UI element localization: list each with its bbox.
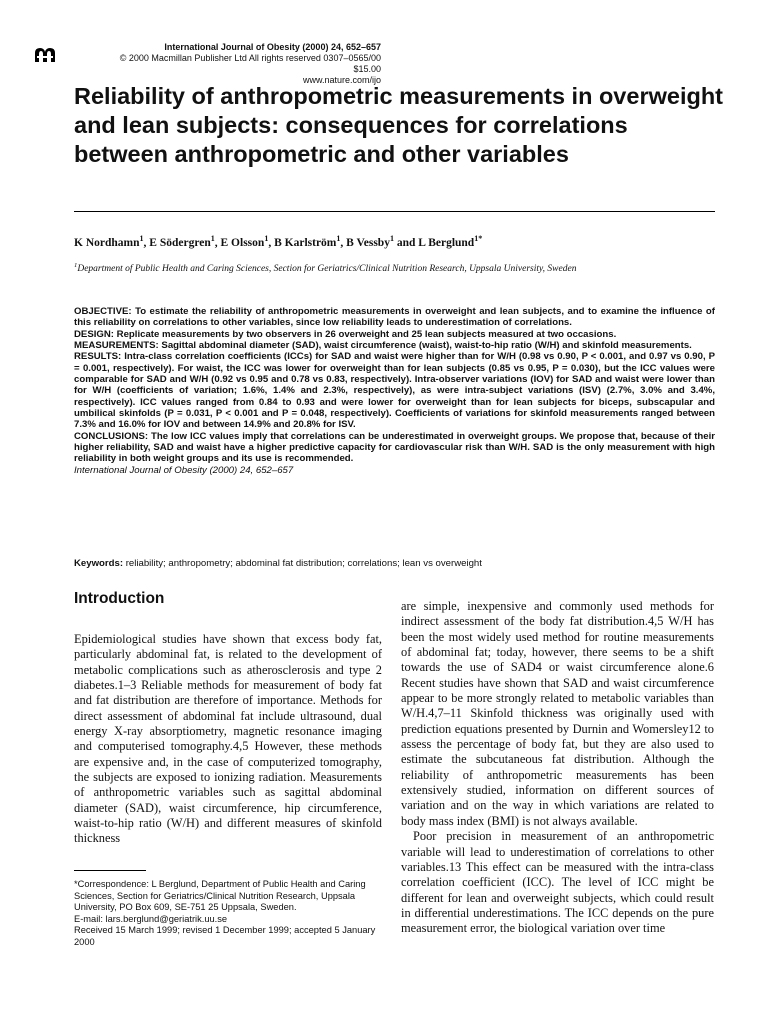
body-column-right [401,599,714,937]
author-list [74,234,715,249]
author-name: B Vessby [346,237,390,249]
journal-name: International Journal of Obesity (2000) 24, 652–657 [164,42,381,52]
abstract-results: RESULTS: Intra-class correlation coefficients (ICCs) for SAD and waist were higher than for W/H (0.98 vs 0.90, P < 0.001, and 0.97 vs 0.90, P = 0.001, respectively). For waist, the ICC was lower for overweight than for lean subjects (0.85 vs 0.95, P = 0.030), but the ICC values were comparable for SAD and W/H (0.92 vs 0.95 and 0.78 vs 0.83, respectively). Intra-observer variations (IOV) for SAD and waist were lower than for W/H (coefficients of variation; 1.6%, 1.4% and 2.3%, respectively), as were intra-subject variations (ISV) (2.7%, 3.0% and 3.4%, respectively). ICC values ranged from 0.84 to 0.93 and were lower for overweight than for lean subjects for biceps, subscapular and umbilical skinfolds (P = 0.031, P < 0.001 and P = 0.048, respectively). Coefficients of variations for skinfold measurements ranged between 7.3% and 16.0% for IOV and between 14.9% and 20.8% for ISV. [74,351,715,431]
author-affiliation-mark: 1* [474,234,483,244]
abstract-measurements: MEASUREMENTS: Sagittal abdominal diameter (SAD), waist circumference (waist), waist-to-hip ratio (W/H) and skinfold measurements. [74,340,692,352]
abstract [74,306,715,476]
keywords-text: reliability; anthropometry; abdominal fat distribution; correlations; lean vs overweight [123,558,482,569]
abstract-objective: OBJECTIVE: To estimate the reliability of anthropometric measurements in overweight and lean subjects, and to examine the influence of this reliability on correlations to other variables, since low reliability leads to underestimation of correlations. [74,306,715,329]
publisher-line: © 2000 Macmillan Publisher Ltd All rights reserved 0307–0565/00 $15.00 [119,53,381,74]
body-paragraph: are simple, inexpensive and commonly used methods for indirect assessment of the body fat distribution.4,5 W/H has been the most widely used method for routine measurements of abdominal fat; today, however, there seems to be a shift towards the use of SAD4 or waist circumference alone.6 Recent studies have shown that SAD and waist circumference appear to be more strongly related to metabolic variables than W/H.4,7–11 Skinfold thickness was originally used with prediction equations presented by Durnin and Womersley12 to assess the percentage of body fat, but they are also used to estimate the subcutaneous fat distribution. Although the reliability of anthropometric measurements has been extensively studied, information on different sources of variation and on the way in which variations are related to body mass index (BMI) is not always available. [401,599,714,828]
section-heading-introduction: Introduction [74,590,165,607]
journal-header [90,42,381,86]
author-name: K Nordhamn [74,237,140,249]
body-paragraph: Epidemiological studies have shown that excess body fat, particularly abdominal fat, is related to the development of metabolic complications such as atherosclerosis and type 2 diabetes.1–3 Reliable methods for measurement of body fat and fat distribution are therefore of importance. Methods for direct assessment of abdominal fat include ultrasound, dual energy X-ray absorptiometry, magnetic resonance imaging and computerised tomography.4,5 However, these methods are expensive and, in the case of computerized tomography, the subjects are exposed to ionizing radiation. Measurements of anthropometric variables such as sagittal abdominal diameter (SAD), waist circumference, hip circumference, waist-to-hip ratio (W/H) and different measures of skinfold thickness [74,632,382,846]
article-title: Reliability of anthropometric measurements in overweight and lean subjects: consequences for correlations between anthropometric and other variables [74,83,724,167]
footnote-received: Received 15 March 1999; revised 1 December 1999; accepted 5 January 2000 [74,925,376,947]
author-affiliation-mark: 1 [139,234,144,244]
author-separator: , [340,237,347,249]
author-name: B Karlström [274,237,337,249]
abstract-citation: International Journal of Obesity (2000) 24, 652–657 [74,464,294,476]
footnote-email[interactable]: E-mail: lars.berglund@geriatrik.uu.se [74,913,228,924]
body-column-left [74,632,382,847]
keywords [74,558,715,569]
author-name: E Södergren [149,237,211,249]
author-separator: , [143,237,150,249]
affiliation-mark: 1 [74,261,78,269]
correspondence-footnote [74,879,384,949]
abstract-conclusions: CONCLUSIONS: The low ICC values imply that correlations can be underestimated in overweight groups. We propose that, because of their higher reliability, SAD and waist have a higher predictive capacity for cardiovascular risk than W/H. SAD is the only measurement with high reliability in both weight groups and its use is recommended. [74,430,715,465]
author-affiliation-mark: 1 [389,234,394,244]
author-affiliation-mark: 1 [336,234,341,244]
footnote-correspondence: *Correspondence: L Berglund, Department of Public Health and Caring Sciences, Section for Geriatrics/Clinical Nutrition Research, Uppsala University, PO Box 609, SE-751 25 Uppsala, Sweden. [74,879,366,913]
author-separator: , [214,237,221,249]
abstract-design: DESIGN: Replicate measurements by two observers in 26 overweight and 25 lean subjects measured at two occasions. [74,328,617,340]
title-divider [74,211,715,212]
affiliation [74,261,715,274]
journal-url[interactable]: www.nature.com/ijo [302,75,381,85]
publisher-logo-icon [34,47,56,63]
author-affiliation-mark: 1 [210,234,215,244]
body-paragraph: Poor precision in measurement of an anthropometric variable will lead to underestimation of correlations to other variables.13 This effect can be measured with the intra-class correlation coefficient (ICC). The level of ICC might be different for lean and overweight subjects, which could result in differential underestimations. The ICC depends on the pure measurement error, the biological variation over time [401,829,714,936]
author-affiliation-mark: 1 [264,234,269,244]
affiliation-text: Department of Public Health and Caring Sciences, Section for Geriatrics/Clinical Nutrition Research, Uppsala University, Sweden [77,264,577,274]
author-separator: and [393,237,419,249]
author-separator: , [268,237,275,249]
footnote-divider [74,870,146,871]
author-name: E Olsson [220,237,265,249]
author-name: L Berglund [418,237,475,249]
keywords-label: Keywords: [74,558,124,569]
